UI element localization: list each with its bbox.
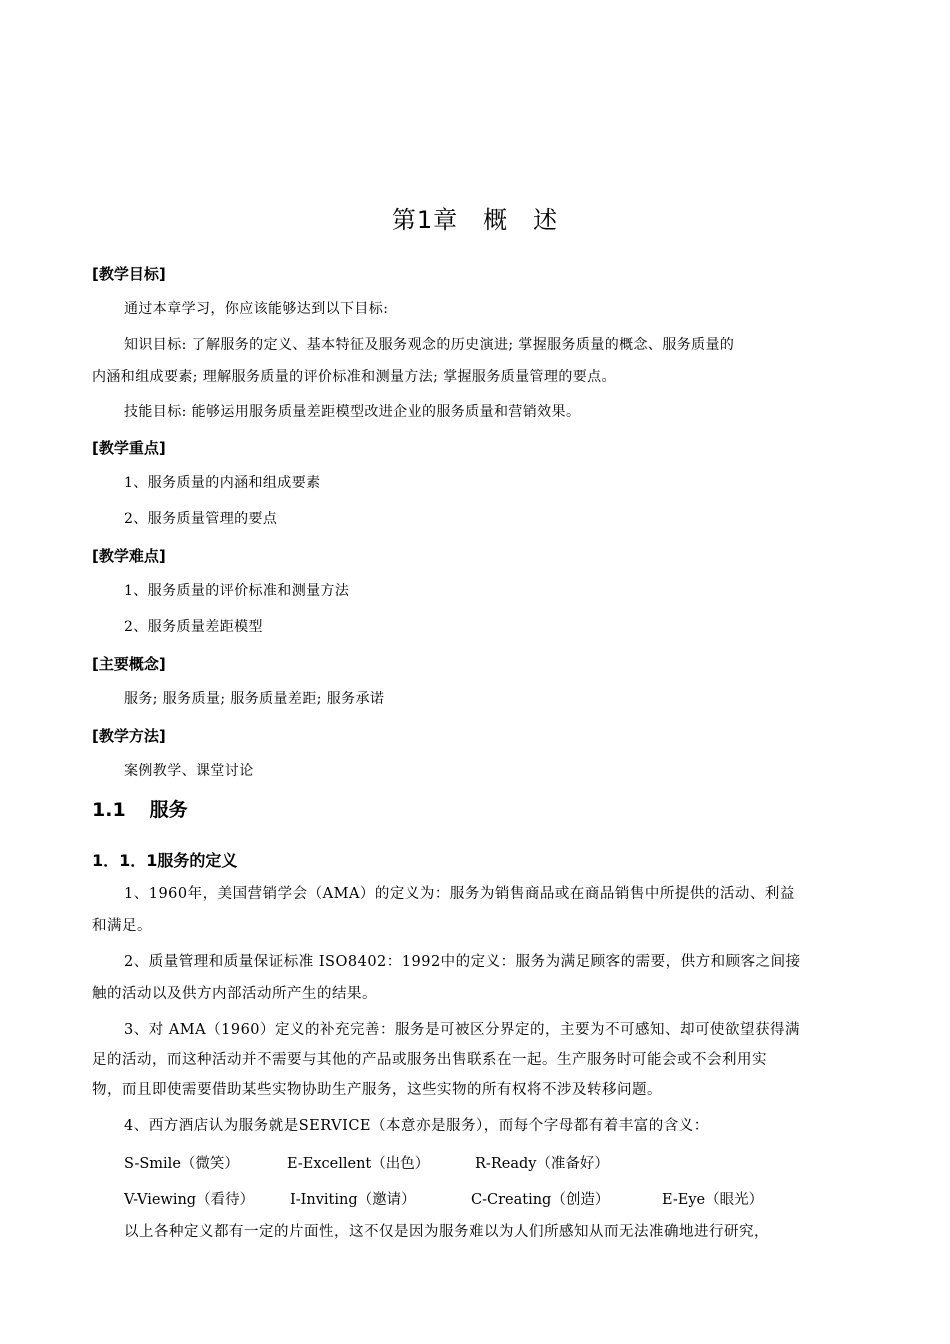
key-point-item: 2、服务质量管理的要点	[124, 511, 278, 527]
concepts-text: 服务; 服务质量; 服务质量差距; 服务承诺	[124, 691, 385, 707]
service-letter-item: C-Creating（创造）	[471, 1192, 610, 1208]
skill-goal: 技能目标: 能够运用服务质量差距模型改进企业的服务质量和营销效果。	[124, 404, 581, 420]
key-points-label: [教学重点]	[92, 439, 166, 457]
definition-3-line1: 3、对 AMA（1960）定义的补充完善：服务是可被区分界定的，主要为不可感知、却可使欲望获得满	[124, 1022, 801, 1038]
key-point-item: 1、服务质量的内涵和组成要素	[124, 475, 321, 491]
objectives-intro: 通过本章学习，你应该能够达到以下目标:	[124, 301, 389, 317]
chapter-title: 第1章 概 述	[391, 206, 559, 234]
service-letter-item: R-Ready（准备好）	[475, 1156, 609, 1172]
difficulties-label: [教学难点]	[92, 547, 166, 565]
service-letter-item: I-Inviting（邀请）	[290, 1192, 416, 1208]
concepts-label: [主要概念]	[92, 655, 166, 673]
definition-1-line1: 1、1960年，美国营销学会（AMA）的定义为：服务为销售商品或在商品销售中所提供的活动、利益	[124, 886, 795, 902]
methods-text: 案例教学、课堂讨论	[124, 763, 254, 779]
difficulty-item: 2、服务质量差距模型	[124, 619, 263, 635]
definition-2-line2: 触的活动以及供方内部活动所产生的结果。	[92, 986, 377, 1002]
definition-2-line1: 2、质量管理和质量保证标准 ISO8402：1992中的定义：服务为满足顾客的需要，供方和顾客之间接	[124, 954, 801, 970]
service-letter-item: E-Excellent（出色）	[287, 1156, 430, 1172]
subsection-heading: 1．1．1服务的定义	[92, 851, 238, 870]
service-letter-item: V-Viewing（看待）	[124, 1192, 255, 1208]
definition-3-line2: 足的活动，而这种活动并不需要与其他的产品或服务出售联系在一起。生产服务时可能会或不会利用实	[92, 1052, 767, 1068]
knowledge-goal-line2: 内涵和组成要素; 理解服务质量的评价标准和测量方法; 掌握服务质量管理的要点。	[92, 369, 616, 385]
methods-label: [教学方法]	[92, 727, 166, 745]
definition-1-line2: 和满足。	[92, 918, 152, 934]
definition-4: 4、西方酒店认为服务就是SERVICE（本意亦是服务），而每个字母都有着丰富的含义：	[124, 1118, 709, 1134]
closing-paragraph: 以上各种定义都有一定的片面性，这不仅是因为服务难以为人们所感知从而无法准确地进行研究，	[124, 1224, 769, 1240]
section-title: 服务	[149, 799, 188, 821]
difficulty-item: 1、服务质量的评价标准和测量方法	[124, 583, 350, 599]
objectives-label: [教学目标]	[92, 265, 166, 283]
knowledge-goal-line1: 知识目标: 了解服务的定义、基本特征及服务观念的历史演进; 掌握服务质量的概念、服务质量的	[124, 337, 735, 353]
service-letter-item: S-Smile（微笑）	[124, 1156, 239, 1172]
section-number: 1.1	[92, 799, 126, 821]
section-heading	[92, 795, 862, 822]
service-letter-item: E-Eye（眼光）	[662, 1192, 764, 1208]
definition-3-line3: 物，而且即使需要借助某些实物协助生产服务，这些实物的所有权将不涉及转移问题。	[92, 1082, 662, 1098]
